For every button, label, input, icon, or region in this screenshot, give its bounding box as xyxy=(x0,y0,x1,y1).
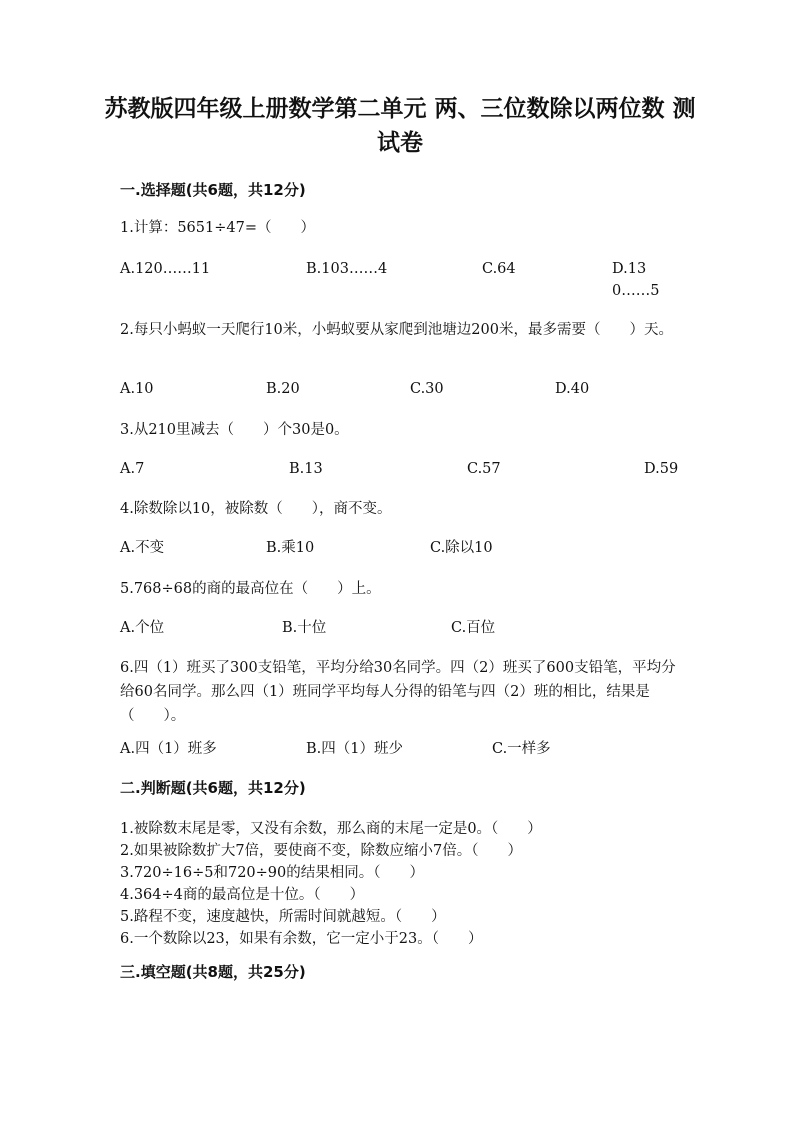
list-item: 1.被除数末尾是零，又没有余数，那么商的末尾一定是0。（ ） xyxy=(120,821,542,837)
question-5: 5.768÷68的商的最高位在（ ）上。 xyxy=(120,581,381,597)
page-title: 苏教版四年级上册数学第二单元 两、三位数除以两位数 测试卷 xyxy=(104,96,696,156)
question-3-option-b: B.13 xyxy=(289,461,323,477)
section-heading-fill-in: 三.填空题(共8题，共25分) xyxy=(120,963,306,981)
question-6-option-a: A.四（1）班多 xyxy=(120,741,217,757)
question-1: 1.计算：5651÷47=（ ） xyxy=(120,220,315,236)
question-6: 6.四（1）班买了300支铅笔，平均分给30名同学。四（2）班买了600支铅笔，平均分给60名同学。那么四（1）班同学平均每人分得的铅笔与四（2）班的相比，结果是（ ）。 xyxy=(120,660,676,724)
list-item: 3.720÷16÷5和720÷90的结果相同。（ ） xyxy=(120,865,425,881)
question-1-option-b: B.103……4 xyxy=(306,261,388,277)
question-1-option-a: A.120……11 xyxy=(120,261,211,277)
question-5-option-b: B.十位 xyxy=(282,620,327,636)
question-2-option-d: D.40 xyxy=(555,381,590,397)
list-item: 4.364÷4商的最高位是十位。（ ） xyxy=(120,887,365,903)
question-3-option-d: D.59 xyxy=(644,461,679,477)
question-6-option-c: C.一样多 xyxy=(492,741,551,757)
question-2-option-a: A.10 xyxy=(120,381,154,397)
question-1-option-d xyxy=(612,258,680,302)
section-heading-choice: 一.选择题(共6题，共12分) xyxy=(120,181,306,199)
question-4-option-c: C.除以10 xyxy=(430,540,493,556)
question-3-option-a: A.7 xyxy=(120,461,145,477)
question-1-option-d-text: D.130……5 xyxy=(612,261,660,299)
question-5-option-c: C.百位 xyxy=(451,620,496,636)
question-2-option-c: C.30 xyxy=(410,381,444,397)
question-1-option-c: C.64 xyxy=(482,261,516,277)
question-5-option-a: A.个位 xyxy=(120,620,165,636)
question-2-option-b: B.20 xyxy=(266,381,300,397)
question-4-option-b: B.乘10 xyxy=(266,540,315,556)
question-3-option-c: C.57 xyxy=(467,461,501,477)
list-item: 6.一个数除以23，如果有余数，它一定小于23。（ ） xyxy=(120,931,483,947)
question-4-option-a: A.不变 xyxy=(120,540,165,556)
question-6-option-b: B.四（1）班少 xyxy=(306,741,403,757)
list-item: 5.路程不变，速度越快，所需时间就越短。（ ） xyxy=(120,909,446,925)
list-item: 2.如果被除数扩大7倍，要使商不变，除数应缩小7倍。（ ） xyxy=(120,843,523,859)
section-heading-true-false: 二.判断题(共6题，共12分) xyxy=(120,779,306,797)
question-4: 4.除数除以10，被除数（ ），商不变。 xyxy=(120,501,392,517)
question-2: 2.每只小蚂蚁一天爬行10米，小蚂蚁要从家爬到池塘边200米，最多需要（ ）天。 xyxy=(120,322,673,338)
true-false-list xyxy=(120,818,680,950)
question-3: 3.从210里减去（ ）个30是0。 xyxy=(120,422,349,438)
